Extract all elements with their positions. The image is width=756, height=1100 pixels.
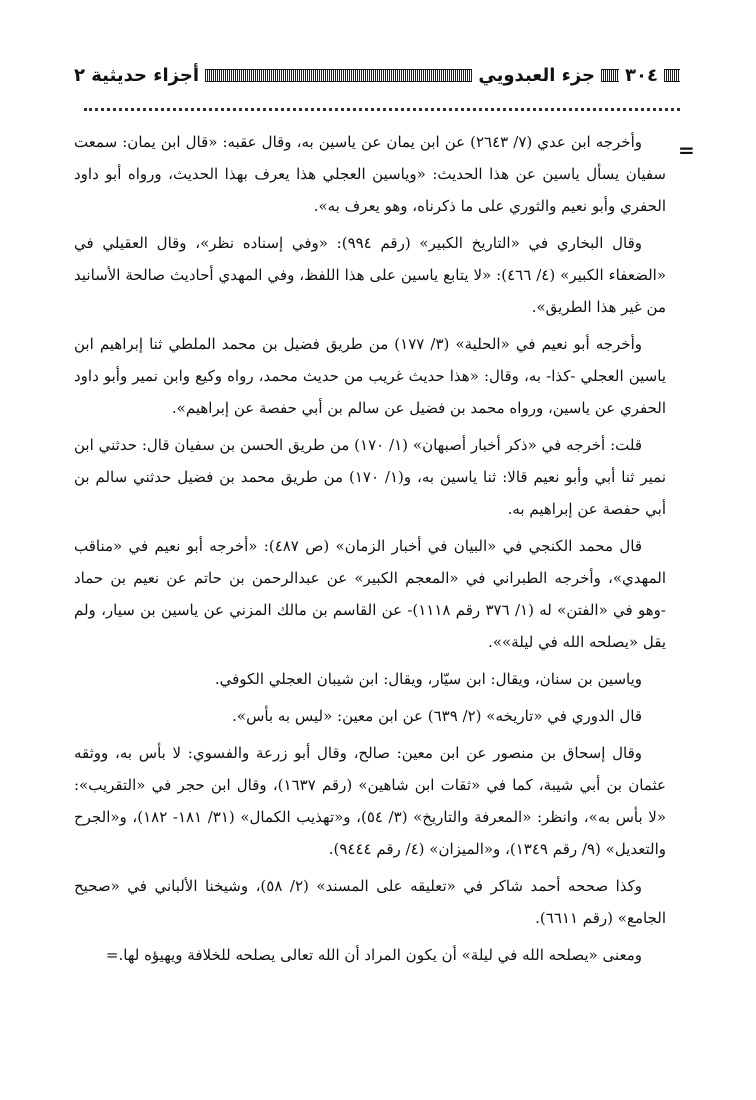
- paragraph: وكذا صححه أحمد شاكر في «تعليقه على المسند» (٢/ ٥٨)، وشيخنا الألباني في «صحيح الجامع» (رقم ٦٦١١).: [74, 877, 666, 927]
- paragraph: قال محمد الكنجي في «البيان في أخبار الزمان» (ص ٤٨٧): «أخرجه أبو نعيم في «مناقب المهدي»، وأخرجه الطبراني في «المعجم الكبير» عن عبدالرحمن بن حاتم عن نعيم بن حماد -وهو في «الفتن» له (١/ ٣٧٦ رقم ١١١٨)- عن القاسم بن مالك المزني عن ياسين بن سيار، ولم يقل «يصلحه الله في ليلة»».: [74, 537, 666, 651]
- paragraph: وقال إسحاق بن منصور عن ابن معين: صالح، وقال أبو زرعة والفسوي: لا بأس به، ووثقه عثمان بن أبي شيبة، كما في «ثقات ابن شاهين» (رقم ١٦٣٧)، وقال ابن حجر في «التقريب»: «لا بأس به»، وانظر: «المعرفة والتاريخ» (٣/ ٥٤)، و«تهذيب الكمال» (٣١/ ١٨١- ١٨٢)، و«الجرح والتعديل» (٩/ رقم ١٣٤٩)، و«الميزان» (٤/ رقم ٩٤٤٤).: [74, 744, 667, 858]
- continuation-mark: =: [678, 138, 695, 162]
- book-title: أجزاء حديثية ٢: [74, 64, 199, 86]
- page-number: ٣٠٤: [625, 64, 658, 86]
- paragraph: ومعنى «يصلحه الله في ليلة» أن يكون المراد أن الله تعالى يصلحه للخلافة ويهيؤه لها.=: [105, 946, 642, 964]
- paragraph: قال الدوري في «تاريخه» (٢/ ٦٣٩) عن ابن معين: «ليس به بأس».: [232, 707, 642, 725]
- paragraph: قلت: أخرجه في «ذكر أخبار أصبهان» (١/ ١٧٠) من طريق الحسن بن سفيان قال: حدثني ابن نمير ثنا أبي وأبو نعيم قالا: ثنا ياسين به، و(١/ ١٧٠) من طريق محمد بن فضيل حدثني سالم بن أبي حفصة عن إبراهيم به.: [74, 436, 666, 518]
- part-title: جزء العبدويي: [478, 64, 596, 86]
- paragraph: وياسين بن سنان، ويقال: ابن سيّار، ويقال: ابن شيبان العجلي الكوفي.: [214, 670, 642, 688]
- header-ornament-middle: [601, 69, 619, 82]
- header-ornament-right: [664, 69, 680, 82]
- header-ornament-left: [205, 69, 472, 82]
- footnote-body: [74, 126, 666, 976]
- paragraph: وقال البخاري في «التاريخ الكبير» (رقم ٩٩٤): «وفي إسناده نظر»، وقال العقيلي في «الضعفاء الكبير» (٤/ ٤٦٦): «لا يتابع ياسين على هذا اللفظ، وفي المهدي أحاديث صالحة الأسانيد من غير هذا الطريق».: [74, 234, 666, 316]
- dotted-separator: [84, 96, 680, 111]
- paragraph: وأخرجه ابن عدي (٧/ ٢٦٤٣) عن ابن يمان عن ياسين به، وقال عقبه: «قال ابن يمان: سمعت سفيان يسأل ياسين عن هذا الحديث: «وياسين العجلي هذا يعرف بهذا الحديث، ورواه أبو داود الحفري وأبو نعيم والثوري على ما ذكرناه، وهو يعرف به».: [74, 133, 666, 215]
- page-header: [68, 60, 680, 90]
- paragraph: وأخرجه أبو نعيم في «الحلية» (٣/ ١٧٧) من طريق فضيل بن محمد الملطي ثنا إبراهيم ابن ياسين العجلي -كذا- به، وقال: «هذا حديث غريب من حديث محمد، رواه وكيع وابن نمير وأبو داود الحفري عن ياسين، ورواه محمد بن فضيل عن سالم بن أبي حفصة عن إبراهيم».: [74, 335, 666, 417]
